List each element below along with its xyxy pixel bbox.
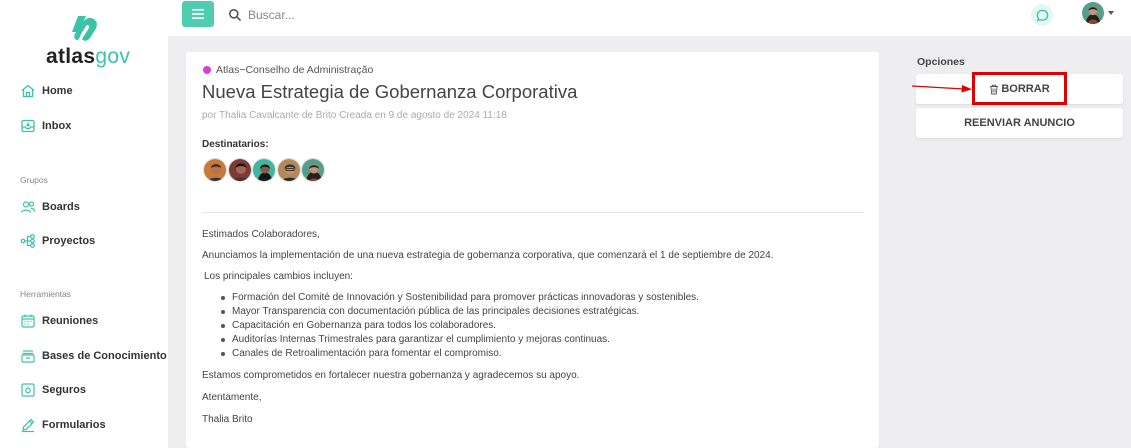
safe-icon xyxy=(20,382,36,398)
recipient-avatar[interactable] xyxy=(228,158,252,182)
atlasgov-logo[interactable] xyxy=(46,12,131,72)
body-commitment: Estamos comprometidos en fortalecer nuestra gobernanza y agradecemos su apoyo. xyxy=(202,370,580,381)
list-item: Formación del Comité de Innovación y Sostenibilidad para promover prácticas innovadoras y sostenibles. xyxy=(232,292,699,303)
options-heading: Opciones xyxy=(917,56,965,68)
logo-text: atlasgov xyxy=(46,45,131,68)
recipient-avatar[interactable] xyxy=(277,158,301,182)
chat-bubble-icon xyxy=(1036,9,1049,22)
sidebar-item-boards[interactable] xyxy=(20,196,80,218)
user-menu-caret-icon[interactable] xyxy=(1108,11,1114,15)
sidebar-item-label: Boards xyxy=(42,201,80,213)
body-greeting: Estimados Colaboradores, xyxy=(202,229,320,240)
users-icon xyxy=(20,199,36,215)
sidebar-item-bases-de-conocimiento[interactable] xyxy=(20,345,167,367)
database-icon xyxy=(20,348,36,364)
sidebar-item-label: Bases de Conocimiento xyxy=(42,350,167,362)
changes-list xyxy=(232,291,699,361)
search-input[interactable] xyxy=(248,6,548,24)
delete-button-label: BORRAR xyxy=(1001,83,1050,95)
sidebar-item-inbox[interactable] xyxy=(20,115,71,137)
highlight-box xyxy=(972,72,1067,105)
chat-button[interactable] xyxy=(1031,4,1053,26)
hamburger-icon xyxy=(192,9,204,19)
recipient-avatar[interactable] xyxy=(252,158,276,182)
announcement-title: Nueva Estrategia de Gobernanza Corporativa xyxy=(202,81,578,102)
list-item: Mayor Transparencia con documentación pública de las principales decisiones estratégicas. xyxy=(232,305,699,319)
list-item: Capacitación en Gobernanza para todos los colaboradores. xyxy=(232,319,699,333)
announcement-card xyxy=(186,52,879,448)
calendar-icon xyxy=(20,313,36,329)
sidebar-item-seguros[interactable] xyxy=(20,379,86,401)
resend-button-label: REENVIAR ANUNCIO xyxy=(964,117,1075,129)
board-tag xyxy=(203,64,373,76)
search-icon xyxy=(228,8,242,22)
annotation-arrow-icon xyxy=(912,82,974,94)
recipient-avatar[interactable] xyxy=(203,158,227,182)
body-signature: Thalia Brito xyxy=(202,414,253,425)
board-name: Atlas−Conselho de Administração xyxy=(216,64,374,76)
sidebar xyxy=(0,0,168,448)
board-color-dot xyxy=(203,66,211,74)
announcement-meta: por Thalia Cavalcante de Brito Creada en 9 de agosto de 2024 11:18 xyxy=(202,110,507,121)
user-avatar[interactable] xyxy=(1082,2,1104,24)
logo-mark-icon xyxy=(68,12,102,44)
body-intro: Anunciamos la implementación de una nueva estrategia de gobernanza corporativa, que comenzará el 1 de septiembre de 2024. xyxy=(202,250,774,261)
resend-announcement-button[interactable] xyxy=(916,108,1123,138)
recipients-list xyxy=(203,158,326,182)
inbox-icon xyxy=(20,118,36,134)
sidebar-item-reuniones[interactable] xyxy=(20,310,98,332)
body-regards: Atentamente, xyxy=(202,392,262,403)
menu-toggle-button[interactable] xyxy=(182,1,214,27)
sidebar-item-formularios[interactable] xyxy=(20,414,106,436)
groups-section-label: Grupos xyxy=(20,175,48,185)
user-avatar-image xyxy=(1082,2,1104,24)
sidebar-item-label: Seguros xyxy=(42,384,87,396)
list-item: Auditorías Internas Trimestrales para garantizar el cumplimiento y mejoras continuas. xyxy=(232,333,699,347)
sidebar-item-home[interactable] xyxy=(20,80,73,102)
top-bar xyxy=(168,0,1131,36)
project-tree-icon xyxy=(20,233,36,249)
tools-section-label: Herramientas xyxy=(20,289,72,299)
sidebar-item-label: Proyectos xyxy=(42,235,96,247)
list-item: Canales de Retroalimentación para fomentar el compromiso. xyxy=(232,347,699,361)
sidebar-item-proyectos[interactable] xyxy=(20,230,95,252)
home-icon xyxy=(20,83,36,99)
sidebar-item-label: Home xyxy=(42,85,73,97)
sidebar-item-label: Formularios xyxy=(42,419,106,431)
recipients-label: Destinatarios: xyxy=(202,139,269,150)
recipient-avatar[interactable] xyxy=(301,158,325,182)
sidebar-item-label: Inbox xyxy=(42,120,72,132)
pencil-icon xyxy=(20,417,36,433)
content-divider xyxy=(202,212,864,213)
body-changes-intro: Los principales cambios incluyen: xyxy=(204,271,353,282)
sidebar-item-label: Reuniones xyxy=(42,315,99,327)
